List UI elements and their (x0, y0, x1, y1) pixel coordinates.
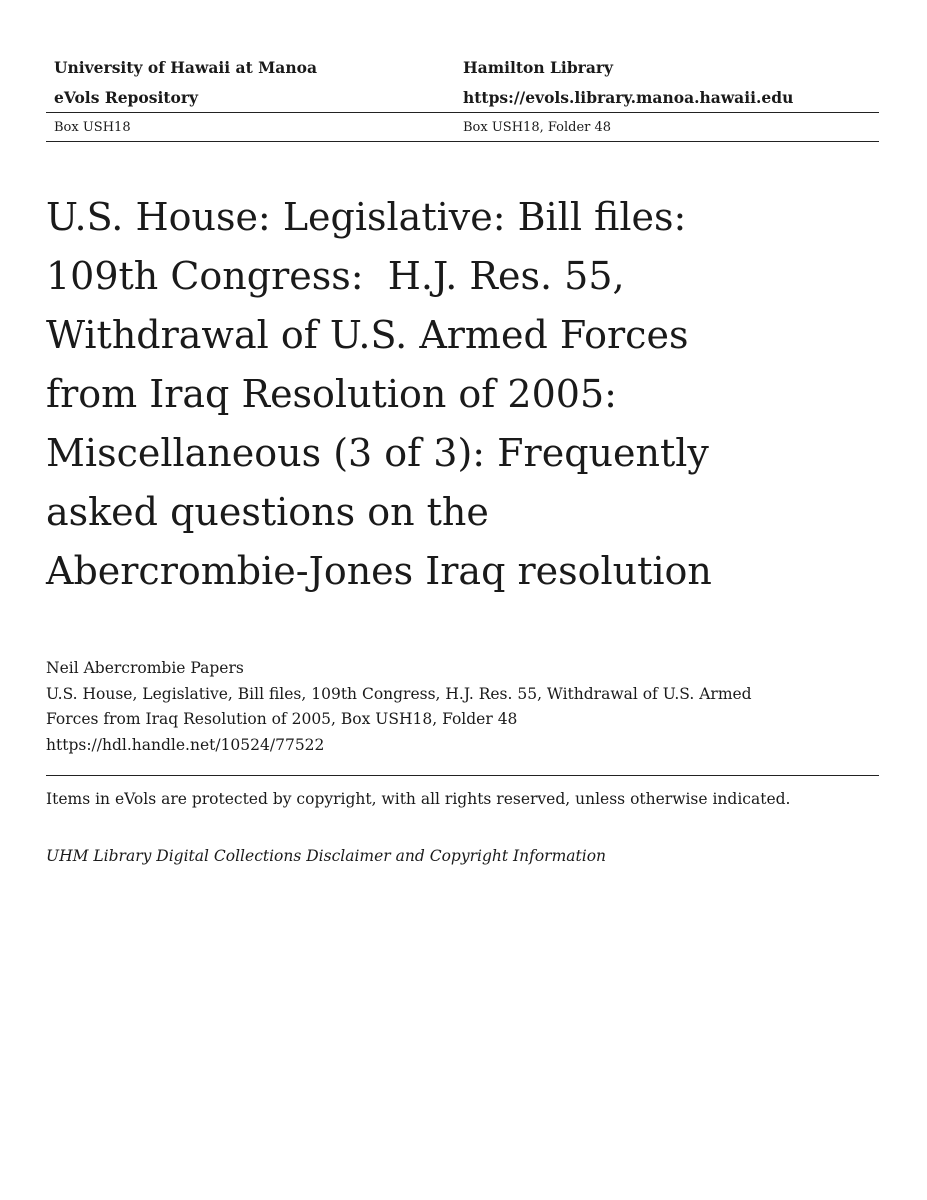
title-line: Abercrombie-Jones Iraq resolution (46, 549, 712, 593)
collection-name: Neil Abercrombie Papers (46, 659, 244, 677)
title-line: from Iraq Resolution of 2005: (46, 372, 617, 416)
disclaimer-link[interactable]: UHM Library Digital Collections Disclaimer and Copyright Information (46, 847, 607, 865)
header-row-2 (46, 82, 879, 112)
item-description: U.S. House, Legislative, Bill files, 109th Congress, H.J. Res. 55, Withdrawal of U.S. Armed Forces from Iraq Resolution of 2005, Box USH18, Folder 48 (46, 684, 752, 728)
title-line: asked questions on the (46, 490, 489, 534)
footer-divider (46, 775, 879, 776)
title-line: Miscellaneous (3 of 3): Frequently (46, 431, 709, 475)
header-row-3 (46, 113, 879, 141)
repository-name: eVols Repository (54, 87, 199, 107)
title-line: U.S. House: Legislative: Bill files: (46, 195, 687, 239)
institution-name: University of Hawaii at Manoa (54, 57, 317, 77)
library-name: Hamilton Library (463, 57, 614, 77)
box-label: Box USH18 (54, 119, 131, 135)
handle-link[interactable]: https://hdl.handle.net/10524/77522 (46, 735, 325, 754)
document-metadata (46, 656, 806, 758)
repository-url[interactable]: https://evols.library.manoa.hawaii.edu (463, 87, 794, 107)
document-title (46, 188, 766, 601)
header-row-1 (46, 52, 879, 82)
box-folder-label: Box USH18, Folder 48 (463, 119, 612, 135)
title-line: 109th Congress: H.J. Res. 55, (46, 254, 625, 298)
rights-statement: Items in eVols are protected by copyright, with all rights reserved, unless otherwise indicated. (46, 790, 791, 808)
document-header (46, 52, 879, 142)
header-divider-bottom (46, 141, 879, 142)
title-line: Withdrawal of U.S. Armed Forces (46, 313, 689, 357)
